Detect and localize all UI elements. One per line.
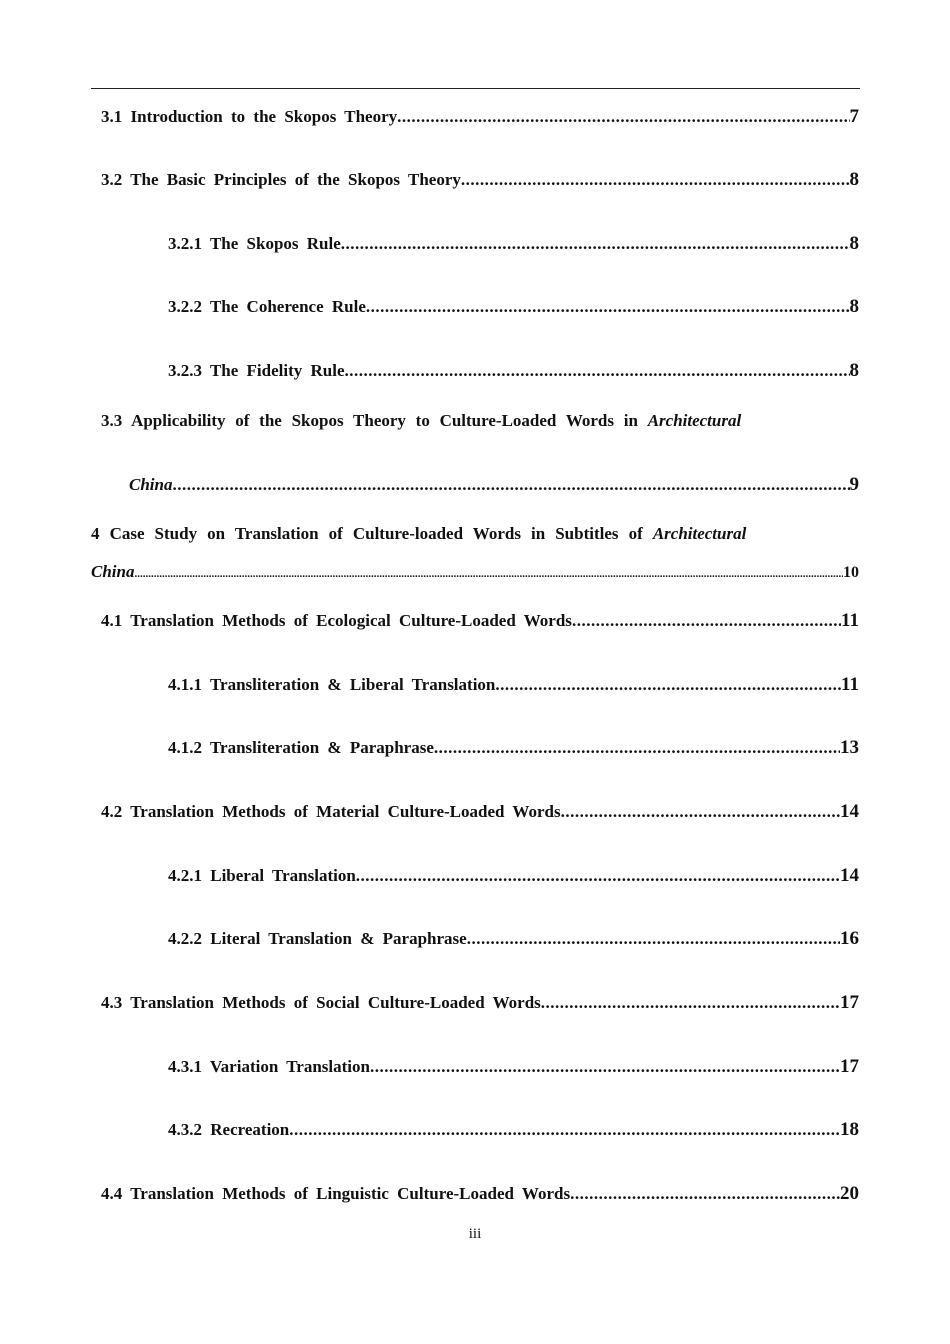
toc-entry-title: Liberal Translation bbox=[210, 866, 356, 885]
toc-entry-page: 9 bbox=[849, 474, 859, 495]
toc-entry-page: 13 bbox=[840, 737, 859, 758]
toc-entry-title-italic: China bbox=[91, 562, 135, 581]
toc-entry-title: The Skopos Rule bbox=[209, 234, 341, 253]
toc-entry-4-1-1[interactable] bbox=[168, 674, 859, 696]
dot-leader bbox=[572, 611, 841, 631]
toc-entry-number: 3.3 bbox=[101, 411, 123, 430]
toc-entry-4-1-2[interactable] bbox=[168, 737, 859, 759]
toc-entry-4-1[interactable] bbox=[101, 610, 859, 632]
toc-entry-4-2[interactable] bbox=[101, 801, 859, 823]
dot-leader bbox=[467, 929, 840, 949]
toc-entry-page: 7 bbox=[849, 106, 859, 127]
toc-entry-page: 8 bbox=[849, 169, 859, 190]
toc-entry-number: 4.2.1 bbox=[168, 866, 202, 885]
toc-entry-number: 4.1.1 bbox=[168, 675, 202, 694]
toc-entry-title: Variation Translation bbox=[209, 1057, 370, 1076]
toc-entry-number: 4.2 bbox=[101, 802, 123, 821]
toc-entry-page: 11 bbox=[841, 610, 859, 631]
toc-entry-page: 18 bbox=[840, 1119, 859, 1140]
toc-entry-page: 11 bbox=[841, 674, 859, 695]
toc-entry-page: 10 bbox=[843, 564, 859, 581]
toc-entry-title: Recreation bbox=[210, 1120, 290, 1139]
toc-entry-page: 20 bbox=[840, 1183, 859, 1204]
toc-entry-number: 3.1 bbox=[101, 107, 123, 126]
toc-entry-4-2-2[interactable] bbox=[168, 928, 859, 950]
toc-entry-title: The Fidelity Rule bbox=[209, 361, 345, 380]
toc-entry-number: 4.4 bbox=[101, 1184, 123, 1203]
dot-leader bbox=[397, 107, 849, 127]
toc-entry-title: The Basic Principles of the Skopos Theory bbox=[130, 170, 461, 189]
dot-leader bbox=[370, 1057, 840, 1077]
toc-entry-page: 17 bbox=[840, 1056, 859, 1077]
toc-entry-number: 3.2.2 bbox=[168, 297, 202, 316]
toc-entry-title: Case Study on Translation of Culture-loaded Words in Subtitles of bbox=[109, 524, 643, 543]
toc-entry-4[interactable] bbox=[91, 524, 746, 544]
toc-entry-title-italic: Architectural bbox=[652, 524, 747, 543]
dot-leader bbox=[541, 993, 840, 1013]
toc-entry-page: 8 bbox=[849, 296, 859, 317]
toc-entry-title: Translation Methods of Linguistic Culture-Loaded Words bbox=[130, 1184, 571, 1203]
toc-entry-title: Translation Methods of Ecological Culture-Loaded Words bbox=[130, 611, 572, 630]
dot-leader bbox=[289, 1120, 840, 1140]
toc-entry-3-1[interactable] bbox=[101, 106, 859, 128]
dot-leader bbox=[561, 802, 840, 822]
toc-entry-title: Literal Translation & Paraphrase bbox=[210, 929, 467, 948]
toc-entry-title: Transliteration & Liberal Translation bbox=[209, 675, 496, 694]
toc-entry-page: 8 bbox=[849, 233, 859, 254]
dot-leader bbox=[366, 297, 850, 317]
toc-entry-number: 4.3.2 bbox=[168, 1120, 202, 1139]
toc-entry-title: Applicability of the Skopos Theory to Culture-Loaded Words in bbox=[131, 411, 638, 430]
toc-entry-title-italic: Architectural bbox=[647, 411, 742, 430]
toc-entry-page: 17 bbox=[840, 992, 859, 1013]
toc-entry-number: 4.2.2 bbox=[168, 929, 202, 948]
toc-entry-page: 8 bbox=[849, 360, 859, 381]
toc-entry-4-3-1[interactable] bbox=[168, 1056, 859, 1078]
dot-leader bbox=[345, 361, 850, 381]
toc-entry-4-3-2[interactable] bbox=[168, 1119, 859, 1141]
toc-entry-page: 14 bbox=[840, 801, 859, 822]
toc-entry-4-continuation[interactable] bbox=[91, 562, 859, 582]
toc-entry-3-2-2[interactable] bbox=[168, 296, 859, 318]
toc-entry-title: Introduction to the Skopos Theory bbox=[130, 107, 398, 126]
page-number: iii bbox=[468, 1226, 482, 1242]
toc-entry-4-2-1[interactable] bbox=[168, 865, 859, 887]
toc-entry-3-2[interactable] bbox=[101, 169, 859, 191]
dot-leader bbox=[461, 170, 850, 190]
toc-entry-3-3[interactable] bbox=[101, 411, 741, 431]
toc-entry-page: 16 bbox=[840, 928, 859, 949]
toc-entry-3-3-continuation[interactable] bbox=[129, 474, 859, 496]
dot-leader bbox=[434, 738, 840, 758]
toc-entry-number: 3.2.1 bbox=[168, 234, 202, 253]
dot-leader bbox=[495, 675, 841, 695]
toc-entry-3-2-3[interactable] bbox=[168, 360, 859, 382]
dot-leader bbox=[356, 866, 840, 886]
header-rule bbox=[91, 88, 860, 89]
toc-entry-title: Transliteration & Paraphrase bbox=[209, 738, 434, 757]
toc-entry-title: Translation Methods of Social Culture-Loaded Words bbox=[130, 993, 541, 1012]
toc-entry-number: 4.1.2 bbox=[168, 738, 202, 757]
toc-entry-number: 3.2 bbox=[101, 170, 123, 189]
toc-entry-number: 3.2.3 bbox=[168, 361, 202, 380]
dot-leader bbox=[570, 1184, 840, 1204]
toc-entry-page: 14 bbox=[840, 865, 859, 886]
dot-leader bbox=[172, 475, 849, 495]
toc-entry-number: 4 bbox=[91, 524, 100, 543]
toc-entry-4-4[interactable] bbox=[101, 1183, 859, 1205]
toc-entry-3-2-1[interactable] bbox=[168, 233, 859, 255]
toc-entry-number: 4.3.1 bbox=[168, 1057, 202, 1076]
toc-entry-4-3[interactable] bbox=[101, 992, 859, 1014]
dot-leader bbox=[341, 234, 850, 254]
dot-leader bbox=[134, 568, 843, 580]
toc-entry-title: Translation Methods of Material Culture-Loaded Words bbox=[130, 802, 561, 821]
toc-entry-number: 4.1 bbox=[101, 611, 123, 630]
toc-entry-title-italic: China bbox=[129, 475, 173, 494]
toc-entry-number: 4.3 bbox=[101, 993, 123, 1012]
toc-entry-title: The Coherence Rule bbox=[209, 297, 366, 316]
